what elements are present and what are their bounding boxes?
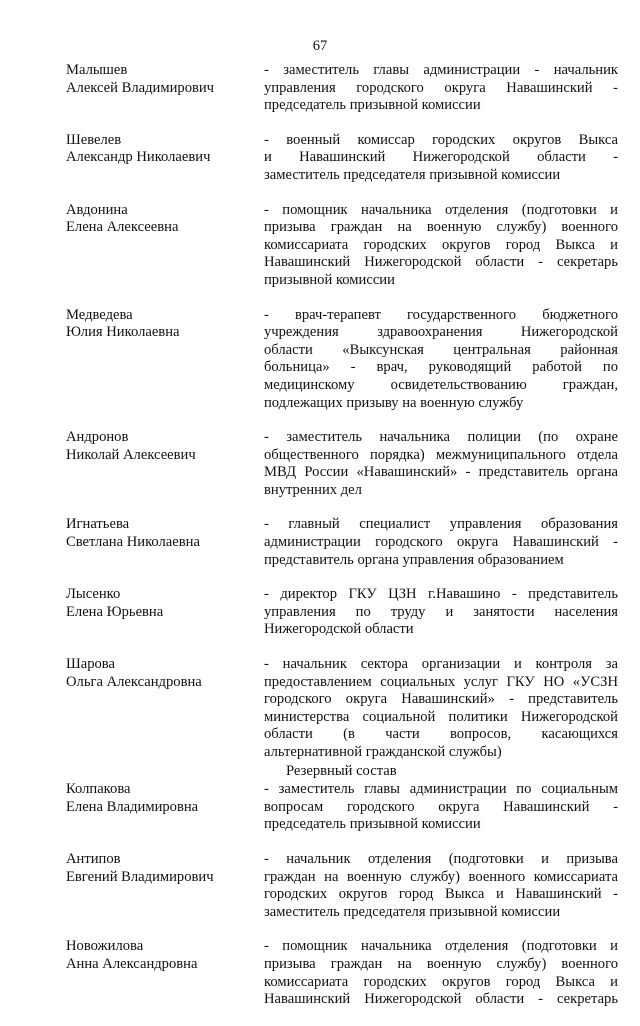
member-name — [66, 781, 264, 834]
member-surname: Авдонина — [66, 201, 128, 218]
role-line: председатель призывной комиссии — [264, 97, 481, 114]
member-role — [264, 656, 618, 762]
member-name — [66, 586, 264, 639]
role-line: администрации городского округа Навашинский - — [264, 534, 618, 551]
role-line: - заместитель главы администрации по социальным — [264, 781, 618, 798]
member-surname: Антипов — [66, 850, 121, 867]
member-given-names: Елена Алексеевна — [66, 219, 179, 236]
role-line: и Навашинский Нижегородской области - — [264, 149, 618, 166]
role-line: МВД России «Навашинский» - представитель органа — [264, 464, 618, 481]
member-name — [66, 132, 264, 185]
member-name — [66, 62, 264, 115]
role-line: городского округа Навашинский» - представитель — [264, 691, 618, 708]
member-entry — [66, 516, 618, 569]
role-line: альтернативной гражданской службы) — [264, 744, 502, 760]
role-line: - помощник начальника отделения (подготовки и — [264, 201, 618, 218]
role-line: Навашинский Нижегородской области - секретарь — [264, 991, 618, 1008]
member-role — [264, 429, 618, 499]
role-line: подлежащих призыву на военную службу — [264, 394, 524, 411]
role-line: - врач-терапевт государственного бюджетного — [264, 306, 618, 323]
main-composition — [66, 62, 618, 762]
member-name — [66, 938, 264, 1008]
member-given-names: Ольга Александровна — [66, 673, 202, 690]
role-line: - начальник сектора организации и контроля за — [264, 656, 618, 673]
member-given-names: Александр Николаевич — [66, 149, 211, 166]
role-line: Нижегородской области — [264, 621, 414, 638]
member-entry — [66, 781, 618, 834]
member-entry — [66, 132, 618, 185]
role-line: внутренних дел — [264, 481, 362, 498]
member-surname: Колпакова — [66, 781, 131, 798]
role-line: - военный комиссар городских округов Выкса — [264, 131, 618, 148]
member-entry — [66, 62, 618, 115]
member-entry — [66, 656, 618, 762]
member-entry — [66, 202, 618, 290]
role-line: управления по труду и занятости населения — [264, 603, 618, 620]
member-name — [66, 851, 264, 921]
role-line: заместитель председателя призывной комиссии — [264, 166, 561, 183]
role-line: - заместитель главы администрации - начальник — [264, 62, 618, 78]
role-line: - директор ГКУ ЦЗН г.Навашино - представитель — [264, 586, 618, 603]
role-line: общественного порядка) межмуниципального отдела — [264, 446, 618, 463]
member-name — [66, 516, 264, 569]
member-surname: Андронов — [66, 429, 129, 446]
member-entry — [66, 429, 618, 499]
member-given-names: Елена Юрьевна — [66, 603, 164, 620]
member-role — [264, 781, 618, 834]
role-line: комиссариата городских округов город Выкса и — [264, 973, 618, 990]
member-entry — [66, 938, 618, 1008]
member-surname: Новожилова — [66, 938, 144, 955]
member-role — [264, 586, 618, 639]
role-line: заместитель председателя призывной комиссии — [264, 903, 561, 920]
member-role — [264, 132, 618, 185]
member-name — [66, 307, 264, 413]
member-role — [264, 62, 618, 115]
member-given-names: Анна Александровна — [66, 955, 198, 972]
member-name — [66, 656, 264, 762]
role-line: - заместитель начальника полиции (по охране — [264, 429, 618, 446]
member-entry — [66, 586, 618, 639]
role-line: - помощник начальника отделения (подготовки и — [264, 938, 618, 955]
member-surname: Шевелев — [66, 131, 122, 148]
role-line: председатель призывной комиссии — [264, 816, 481, 833]
member-surname: Малышев — [66, 62, 128, 78]
member-given-names: Елена Владимировна — [66, 798, 199, 815]
role-line: больница» - врач, руководящий работой по — [264, 359, 618, 376]
role-line: учреждения здравоохранения Нижегородской — [264, 324, 618, 341]
reserve-section-title: Резервный состав — [286, 762, 397, 779]
member-surname: Игнатьева — [66, 516, 130, 533]
role-line: вопросам городского округа Навашинский - — [264, 798, 618, 815]
role-line: управления городского округа Навашинский - — [264, 79, 618, 96]
role-line: Навашинский Нижегородской области - секретарь — [264, 254, 618, 271]
member-role — [264, 938, 618, 1008]
role-line: области «Выксунская центральная районная — [264, 341, 618, 358]
role-line: призыва граждан на военную службу) военного — [264, 219, 618, 236]
member-given-names: Евгений Владимирович — [66, 868, 214, 885]
role-line: граждан на военную службу) военного комиссариата — [264, 868, 618, 885]
member-surname: Шарова — [66, 656, 115, 673]
role-line: городских округов город Выкса и Навашинский - — [264, 886, 618, 903]
member-given-names: Николай Алексеевич — [66, 446, 196, 463]
member-entry — [66, 307, 618, 413]
member-name — [66, 202, 264, 290]
member-surname: Медведева — [66, 306, 133, 323]
member-role — [264, 202, 618, 290]
member-given-names: Юлия Николаевна — [66, 324, 180, 341]
page-number: 67 — [312, 38, 328, 54]
member-given-names: Алексей Владимирович — [66, 79, 215, 96]
member-role — [264, 516, 618, 569]
member-surname: Лысенко — [66, 586, 121, 603]
role-line: представитель органа управления образованием — [264, 551, 564, 568]
member-given-names: Светлана Николаевна — [66, 534, 200, 551]
member-role — [264, 307, 618, 413]
role-line: - главный специалист управления образования — [264, 516, 618, 533]
member-role — [264, 851, 618, 921]
role-line: области (в части вопросов, касающихся — [264, 726, 618, 743]
member-name — [66, 429, 264, 499]
role-line: призыва граждан на военную службу) военного — [264, 955, 618, 972]
role-line: медицинскому освидетельствованию граждан, — [264, 376, 618, 393]
role-line: предоставлением социальных услуг ГКУ НО «УСЗН — [264, 673, 618, 690]
role-line: комиссариата городских округов город Выкса и — [264, 236, 618, 253]
role-line: призывной комиссии — [264, 271, 395, 288]
member-entry — [66, 851, 618, 921]
role-line: - начальник отделения (подготовки и призыва — [264, 850, 618, 867]
reserve-composition — [66, 781, 618, 1009]
commission-list — [66, 62, 618, 1026]
role-line: министерства социальной политики Нижегородской — [264, 708, 618, 725]
